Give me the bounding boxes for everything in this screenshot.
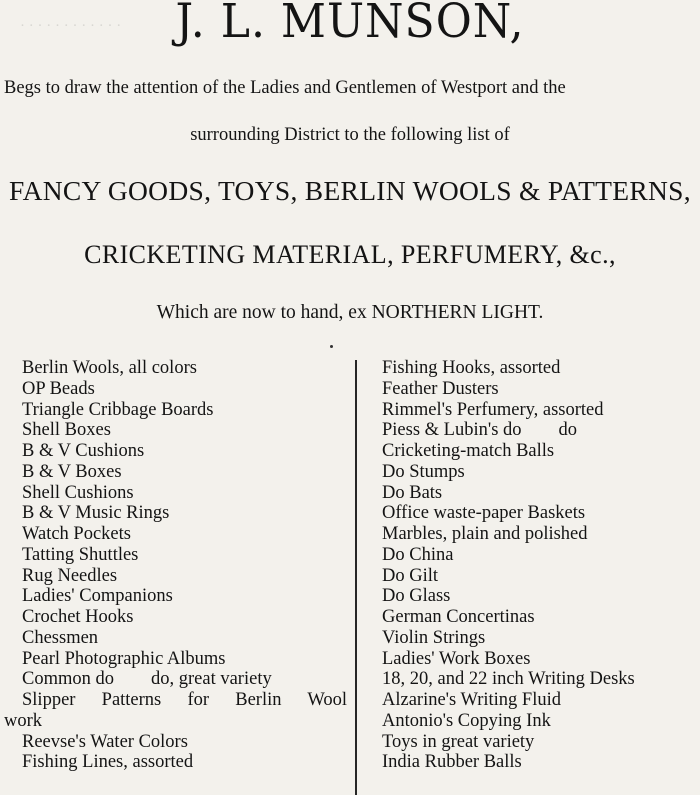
list-item: Fishing Lines, assorted	[22, 752, 194, 773]
list-item: Ladies' Work Boxes	[382, 648, 531, 669]
list-item: Marbles, plain and polished	[382, 524, 588, 544]
list-item: Do Stumps	[382, 461, 465, 482]
list-item: Common do do, great variety	[22, 669, 272, 690]
list-item: Berlin Wools, all colors	[22, 358, 197, 378]
list-item: Crochet Hooks	[22, 607, 134, 627]
list-item: Piess & Lubin's do do	[382, 420, 578, 441]
list-item-continuation: work	[4, 710, 43, 731]
list-item: Alzarine's Writing Fluid	[382, 690, 562, 710]
subheading-northern-light: Which are now to hand, ex NORTHERN LIGHT.	[156, 302, 544, 323]
list-item: B & V Cushions	[22, 441, 145, 461]
list-item: Do Gilt	[382, 565, 439, 586]
list-item: 18, 20, and 22 inch Writing Desks	[382, 669, 635, 690]
divider-dot	[330, 345, 333, 348]
heading-fancy-goods: FANCY GOODS, TOYS, BERLIN WOOLS & PATTERNS,	[9, 175, 691, 206]
list-item: Do Bats	[382, 482, 443, 503]
list-item: Feather Dusters	[382, 378, 499, 399]
list-item: Shell Cushions	[22, 482, 134, 503]
list-item: Tatting Shuttles	[22, 544, 139, 565]
list-item: Fishing Hooks, assorted	[382, 358, 561, 378]
list-item: Triangle Cribbage Boards	[22, 399, 214, 420]
intro-line-1: Begs to draw the attention of the Ladies and Gentlemen of Westport and the	[4, 78, 566, 98]
list-item: German Concertinas	[382, 607, 535, 627]
list-item: India Rubber Balls	[382, 752, 522, 773]
list-item: B & V Boxes	[22, 461, 122, 482]
list-item: B & V Music Rings	[22, 503, 170, 524]
list-item: Rug Needles	[22, 565, 118, 586]
right-item-list	[382, 358, 700, 773]
list-item: Ladies' Companions	[22, 586, 173, 607]
list-item: Reevse's Water Colors	[22, 731, 188, 752]
list-item: Toys in great variety	[382, 731, 535, 752]
left-item-list	[0, 358, 352, 773]
list-item: OP Beads	[22, 378, 95, 399]
list-item: Violin Strings	[382, 627, 486, 648]
merchant-name: J. L. MUNSON,	[175, 0, 525, 49]
bleed-through-text: · · · · · · · · · · · ·	[20, 18, 122, 34]
list-item: Chessmen	[22, 627, 99, 648]
heading-cricketing: CRICKETING MATERIAL, PERFUMERY, &c.,	[84, 240, 616, 269]
list-item: Rimmel's Perfumery, assorted	[382, 399, 604, 420]
list-item: Pearl Photographic Albums	[22, 648, 226, 669]
list-item: Do Glass	[382, 586, 451, 607]
list-item: Shell Boxes	[22, 420, 111, 441]
list-item: Office waste-paper Baskets	[382, 503, 586, 524]
column-divider	[355, 360, 357, 795]
list-item: Antonio's Copying Ink	[382, 710, 551, 731]
intro-line-2: surrounding District to the following list of	[190, 125, 510, 145]
list-item: Cricketing-match Balls	[382, 441, 555, 461]
list-item: Slipper Patterns for Berlin Wool	[22, 690, 347, 710]
list-item: Do China	[382, 544, 454, 565]
list-item: Watch Pockets	[22, 524, 131, 544]
